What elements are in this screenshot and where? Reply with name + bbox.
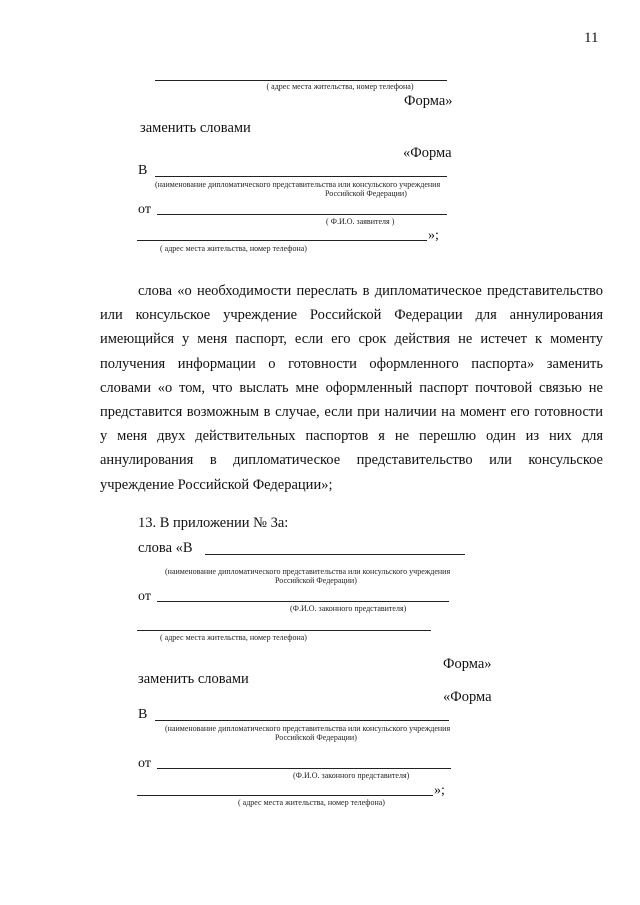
mission-caption-line1: (наименование дипломатического представительства или консульского учреждения [165,724,451,733]
mission-caption-line1: (наименование дипломатического представительства или консульского учреждения [155,180,441,189]
v-label: В [138,163,148,178]
mission-caption-line2: Российской Федерации) [275,576,357,585]
mission-caption-line1: (наименование дипломатического представительства или консульского учреждения [165,567,451,576]
forma-end-label: Форма» [404,93,453,109]
v-label: В [138,707,148,722]
mission-caption-line2: Российской Федерации) [275,733,357,742]
forma-start-label: «Форма [443,689,492,705]
address-field-line [137,240,427,241]
fio-caption: ( Ф.И.О. заявителя ) [326,217,395,226]
fio-field-line [157,601,449,602]
ot-label: от [138,756,151,771]
item-13-heading: 13. В приложении № 3а: [138,515,289,531]
mission-field-line [155,176,447,177]
address-caption: ( адрес места жительства, номер телефона) [160,633,307,642]
ot-label: от [138,202,151,217]
fio-caption: (Ф.И.О. законного представителя) [293,771,410,780]
ot-label: от [138,589,151,604]
amendment-paragraph: слова «о необходимости переслать в дипломатическое представительство или консульское учреждение Российской Федерации для аннулирования имеющийся у меня паспорт, если его срок действия не истечет к моменту получения информации о готовности оформленного паспорта» заменить словами «о том, что выслать мне оформленный паспорт почтовой связью не представится возможным в случае, если при наличии на момент его готовности у меня двух действительных паспортов я не перешлю один из них для аннулирования в дипломатическое представительство или консульское учреждение Российской Федерации»; [100,283,603,493]
mission-field-line [205,554,465,555]
fio-caption: (Ф.И.О. законного представителя) [290,604,407,613]
replace-words-label: заменить словами [140,120,251,136]
closing-quote: »; [428,228,439,243]
replace-words-label: заменить словами [138,671,249,687]
address-field-line [137,795,433,796]
mission-field-line [155,720,449,721]
address-field-line [155,80,447,81]
fio-field-line [157,768,451,769]
page-number: 11 [584,30,599,46]
fio-field-line [157,214,447,215]
words-v-label: слова «В [138,540,193,556]
forma-end-label: Форма» [443,656,492,672]
mission-caption-line2: Российской Федерации) [325,189,407,198]
address-caption: ( адрес места жительства, номер телефона) [238,798,385,807]
address-field-line [137,630,431,631]
address-caption: ( адрес места жительства, номер телефона) [266,82,414,91]
address-caption: ( адрес места жительства, номер телефона) [160,244,307,253]
forma-start-label: «Форма [403,145,452,161]
closing-quote: »; [434,783,445,798]
